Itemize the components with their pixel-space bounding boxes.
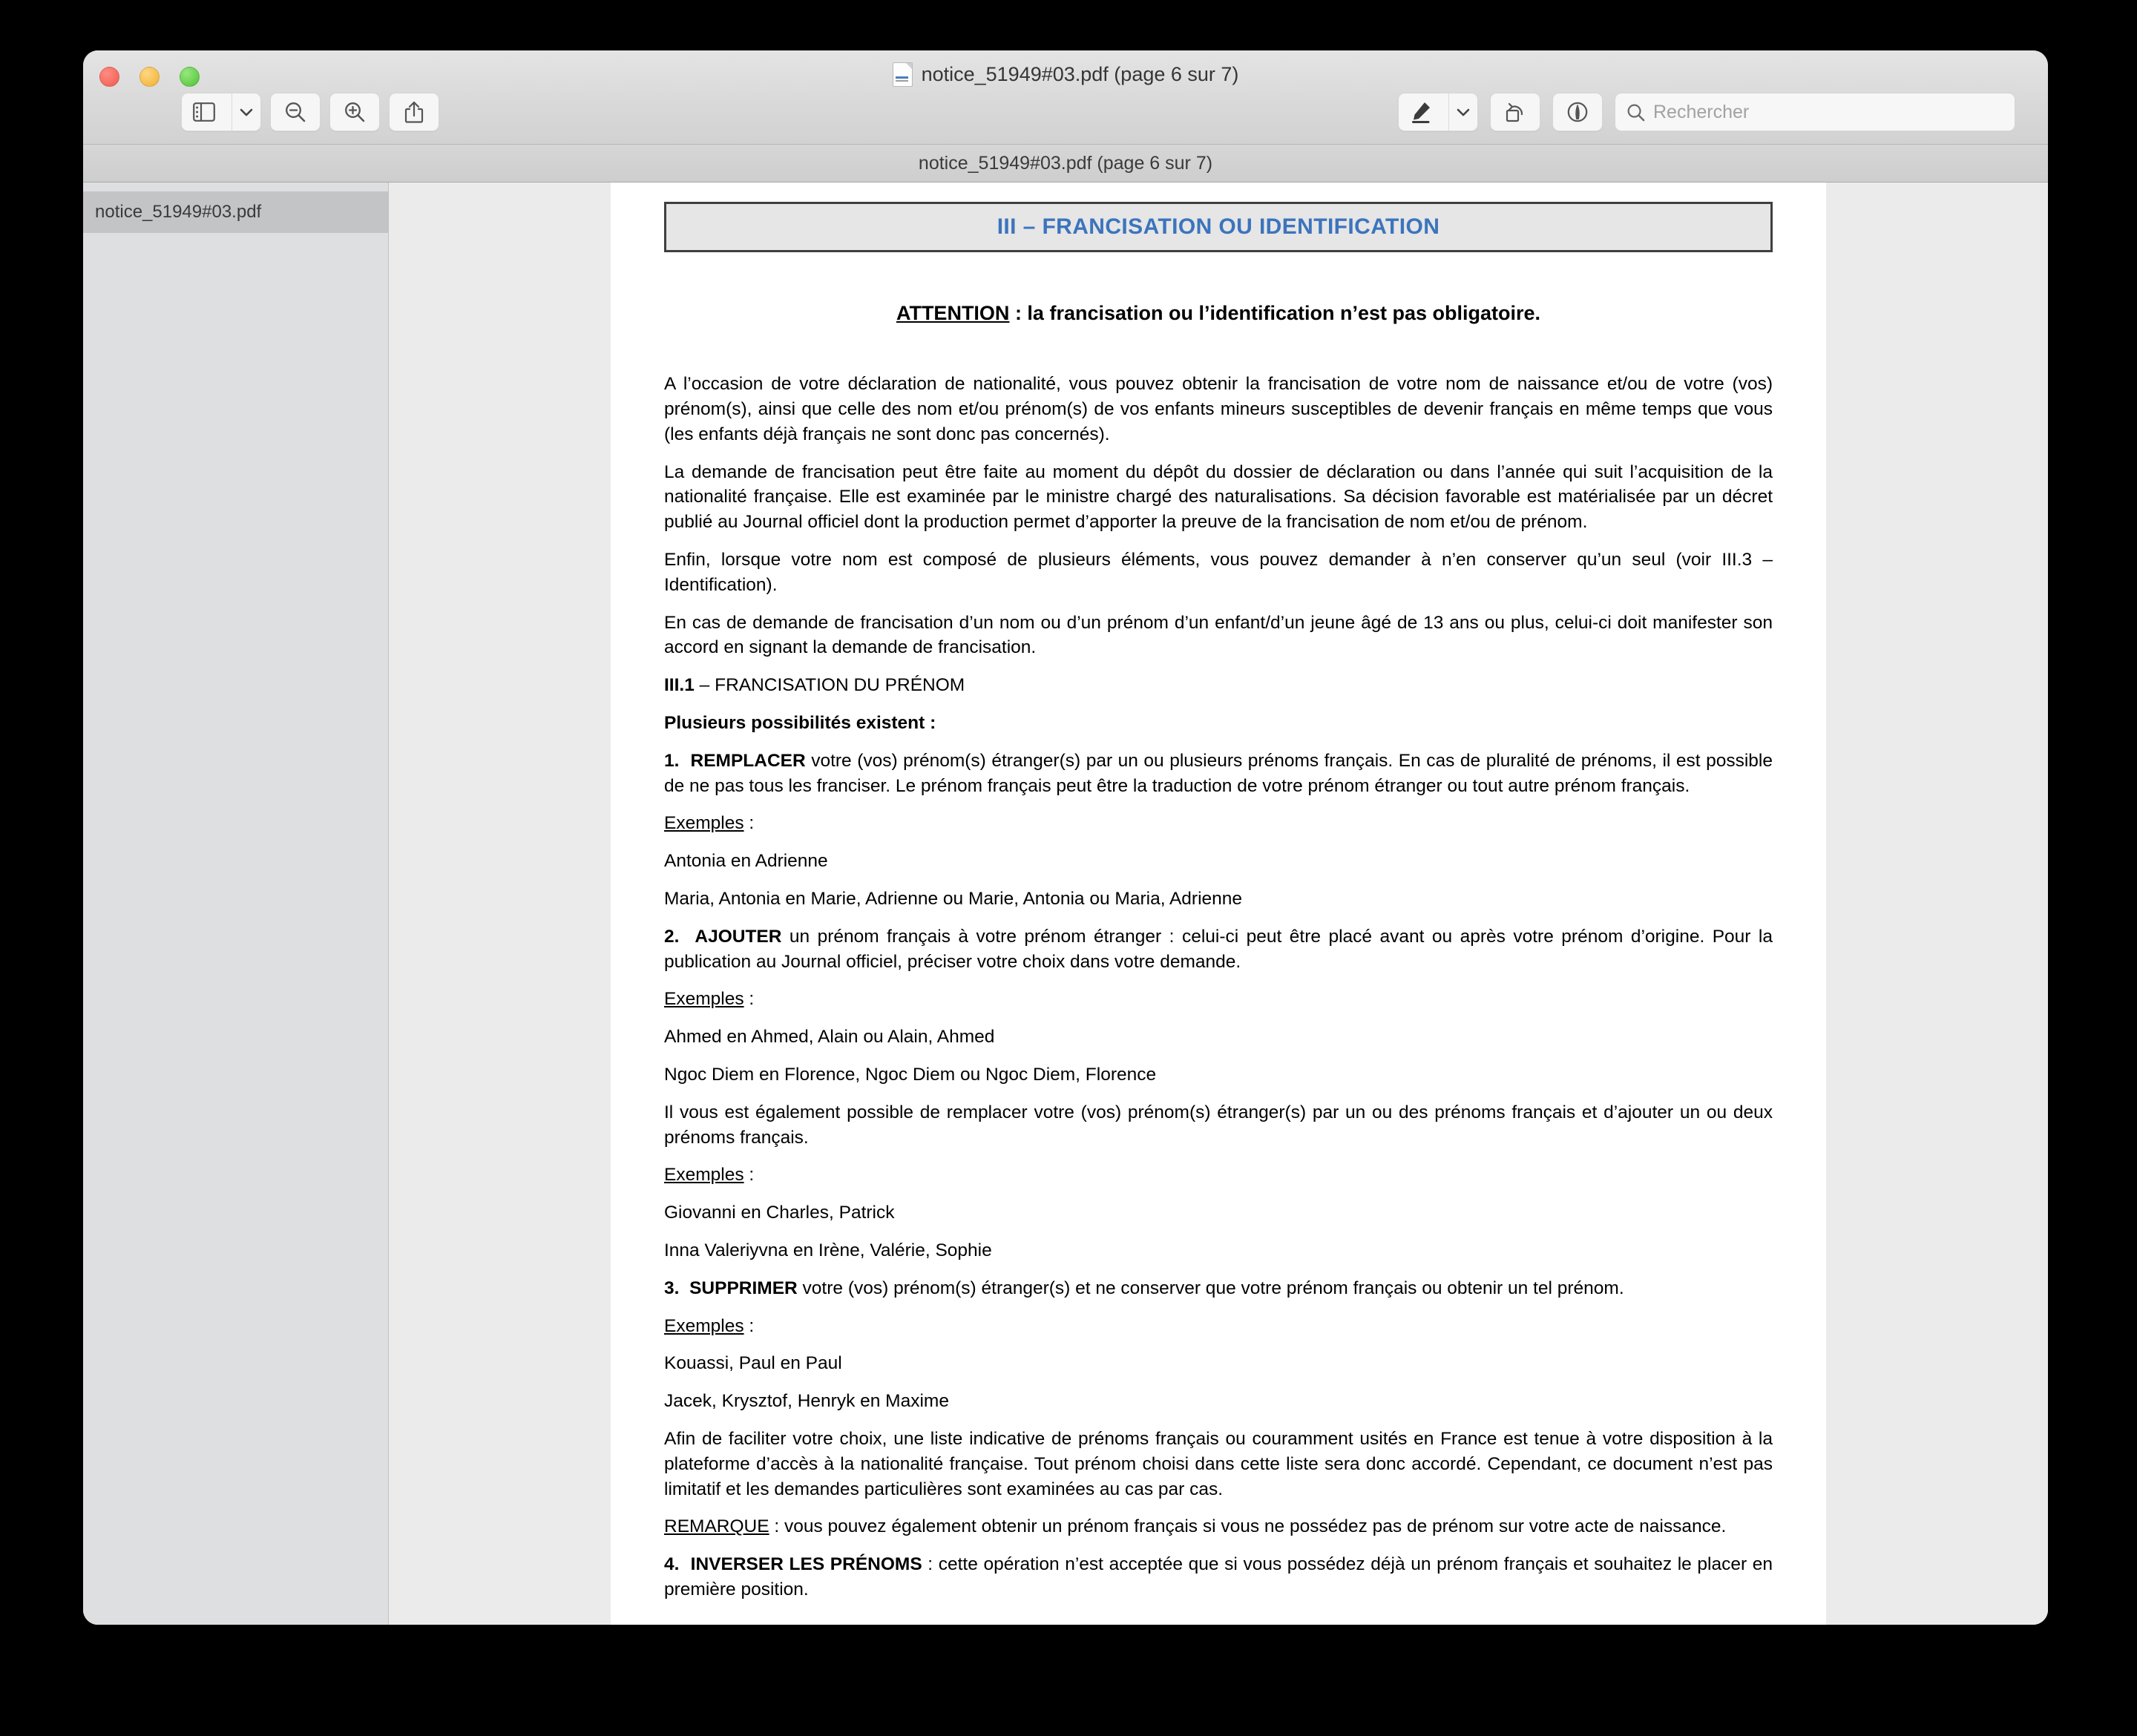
pdf-file-icon <box>893 62 913 87</box>
attention-line <box>664 300 1773 327</box>
item2-text: un prénom français à votre prénom étranger : celui-ci peut être placé avant ou après votre prénom d’origine. Pour la publication au Journal officiel, préciser votre choix dans votre demande. <box>664 926 1773 972</box>
remark-text: : vous pouvez également obtenir un prénom français si vous ne possédez pas de prénom sur votre acte de naissance. <box>769 1516 1727 1537</box>
remark-label: REMARQUE <box>664 1516 769 1537</box>
annotate-button[interactable] <box>1552 93 1603 131</box>
paragraph-2: La demande de francisation peut être faite au moment du dépôt du dossier de déclaration ou dans l’année qui suit l’acquisition de la nationalité française. Elle est examinée par le ministre chargé des naturalisations. Sa décision favorable est matérialisée par un décret publié au Journal officiel dont la production permet d’apporter la preuve de la francisation de nom et/ou de prénom. <box>664 461 1773 533</box>
pdf-page <box>611 183 1826 1625</box>
attention-label: ATTENTION <box>896 302 1010 324</box>
zoom-in-button[interactable] <box>329 93 380 131</box>
example-1-1: Antonia en Adrienne <box>664 851 828 872</box>
example-2b-2: Inna Valeriyvna en Irène, Valérie, Sophie <box>664 1240 992 1260</box>
item1-number: 1. <box>664 750 680 771</box>
examples-label-3 <box>664 1314 1773 1339</box>
attention-rest: : la francisation ou l’identification n’est pas obligatoire. <box>1009 302 1541 324</box>
zoom-out-icon <box>283 100 307 124</box>
document-content <box>664 202 1773 1602</box>
preview-window <box>83 50 2048 1625</box>
example-2-1: Ahmed en Ahmed, Alain ou Alain, Ahmed <box>664 1027 995 1048</box>
window-title-text: notice_51949#03.pdf (page 6 sur 7) <box>921 63 1239 85</box>
sidebar-view-button[interactable] <box>181 93 261 131</box>
search-placeholder: Rechercher <box>1653 101 1750 122</box>
sidebar-item-label: notice_51949#03.pdf <box>95 202 262 222</box>
chevron-down-icon[interactable] <box>232 93 260 131</box>
list-item-1 <box>664 749 1773 799</box>
examples-word: Exemples <box>664 813 744 834</box>
examples-label-2b <box>664 1163 1773 1188</box>
examples-colon: : <box>743 1165 755 1186</box>
section-heading-text: III – FRANCISATION OU IDENTIFICATION <box>997 214 1440 240</box>
example-2-2: Ngoc Diem en Florence, Ngoc Diem ou Ngoc Diem, Florence <box>664 1064 1157 1085</box>
example-3-2: Jacek, Krysztof, Henryk en Maxime <box>664 1391 949 1412</box>
highlighter-icon <box>1399 93 1443 131</box>
sidebar-item-notice-pdf[interactable] <box>83 191 388 233</box>
chevron-down-icon[interactable] <box>1448 93 1477 131</box>
thumbnail-sidebar[interactable] <box>83 183 389 1625</box>
list-item-4 <box>664 1552 1773 1602</box>
paragraph-1: A l’occasion de votre déclaration de nationalité, vous pouvez obtenir la francisation de votre nom de naissance et/ou de votre (vos) prénom(s), ainsi que celle des nom et/ou prénom(s) de vos enfants mineurs susceptibles de devenir français en même temps que vous (les enfants déjà français ne sont donc pas concernés). <box>664 374 1773 444</box>
examples-colon: : <box>743 813 755 834</box>
possibilities-label: Plusieurs possibilités existent : <box>664 713 936 734</box>
item4-text: : cette opération n’est acceptée que si vous possédez déjà un prénom français et souhaitez le placer en première position. <box>664 1554 1773 1599</box>
paragraph-6: Afin de faciliter votre choix, une liste indicative de prénoms français ou couramment usités en France est tenue à votre disposition à la plateforme d’accès à la nationalité française. Tout prénom choisi dans cette liste sera donc accordé. Cependant, ce document n’est pas limitatif et les demandes particulières sont examinées au cas par cas. <box>664 1428 1773 1499</box>
item3-verb: SUPPRIMER <box>689 1278 798 1298</box>
window-titlebar <box>83 50 2048 145</box>
maximize-button[interactable] <box>180 67 200 87</box>
subsection-heading <box>664 673 1773 698</box>
item1-text: votre (vos) prénom(s) étranger(s) par un ou plusieurs prénoms français. En cas de pluralité de prénoms, il est possible de ne pas tous les franciser. Le prénom français peut être la traduction de votre prénom étranger ou tout autre prénom français. <box>664 750 1773 796</box>
examples-label-1 <box>664 811 1773 836</box>
window-body <box>83 183 2048 1625</box>
window-title <box>83 50 2048 98</box>
item1-verb: REMPLACER <box>690 750 806 771</box>
example-3-1: Kouassi, Paul en Paul <box>664 1353 842 1374</box>
zoom-in-icon <box>343 100 367 124</box>
examples-word: Exemples <box>664 1315 744 1336</box>
toolbar-left <box>181 93 439 131</box>
examples-word: Exemples <box>664 1165 744 1186</box>
paragraph-3: Enfin, lorsque votre nom est composé de plusieurs éléments, vous pouvez demander à n’en conserver qu’un seul (voir III.3 – Identification). <box>664 550 1773 595</box>
item3-text: votre (vos) prénom(s) étranger(s) et ne conserver que votre prénom français ou obtenir un tel prénom. <box>797 1278 1624 1298</box>
pdf-scroll-area[interactable] <box>389 183 2048 1625</box>
examples-colon: : <box>743 1315 755 1336</box>
remark-paragraph <box>664 1514 1773 1539</box>
item2-verb: AJOUTER <box>695 926 782 947</box>
sidebar-icon <box>182 93 226 131</box>
list-item-3 <box>664 1276 1773 1301</box>
examples-colon: : <box>743 989 755 1010</box>
list-item-2 <box>664 924 1773 975</box>
traffic-lights <box>99 67 200 87</box>
close-button[interactable] <box>99 67 119 87</box>
item3-number: 3. <box>664 1278 680 1298</box>
section-heading-box <box>664 202 1773 252</box>
item4-verb: INVERSER LES PRÉNOMS <box>690 1554 922 1575</box>
examples-label-2 <box>664 987 1773 1012</box>
paragraph-4: En cas de demande de francisation d’un nom ou d’un prénom d’un enfant/d’un jeune âgé de 13 ans ou plus, celui-ci doit manifester son accord en signant la demande de francisation. <box>664 612 1773 658</box>
document-subtitle-bar <box>83 145 2048 183</box>
zoom-out-button[interactable] <box>270 93 321 131</box>
markup-pen-button[interactable] <box>1398 93 1478 131</box>
rotate-left-icon <box>1503 100 1527 124</box>
item2-number: 2. <box>664 926 680 947</box>
search-icon <box>1626 102 1646 122</box>
example-2b-1: Giovanni en Charles, Patrick <box>664 1203 895 1223</box>
item4-number: 4. <box>664 1554 680 1575</box>
paragraph-5: Il vous est également possible de remplacer votre (vos) prénom(s) étranger(s) par un ou des prénoms français et d’ajouter un ou deux prénoms français. <box>664 1102 1773 1148</box>
share-button[interactable] <box>389 93 439 131</box>
subsection-title: – FRANCISATION DU PRÉNOM <box>694 675 965 696</box>
document-subtitle-text: notice_51949#03.pdf (page 6 sur 7) <box>918 152 1213 174</box>
minimize-button[interactable] <box>139 67 160 87</box>
search-input[interactable] <box>1615 93 2015 131</box>
examples-word: Exemples <box>664 989 744 1010</box>
subsection-number: III.1 <box>664 675 695 696</box>
markup-toolbar-icon <box>1566 100 1589 124</box>
example-1-2: Maria, Antonia en Marie, Adrienne ou Marie, Antonia ou Maria, Adrienne <box>664 889 1243 909</box>
rotate-button[interactable] <box>1490 93 1540 131</box>
toolbar-right <box>1398 93 2015 131</box>
share-icon <box>404 100 424 124</box>
